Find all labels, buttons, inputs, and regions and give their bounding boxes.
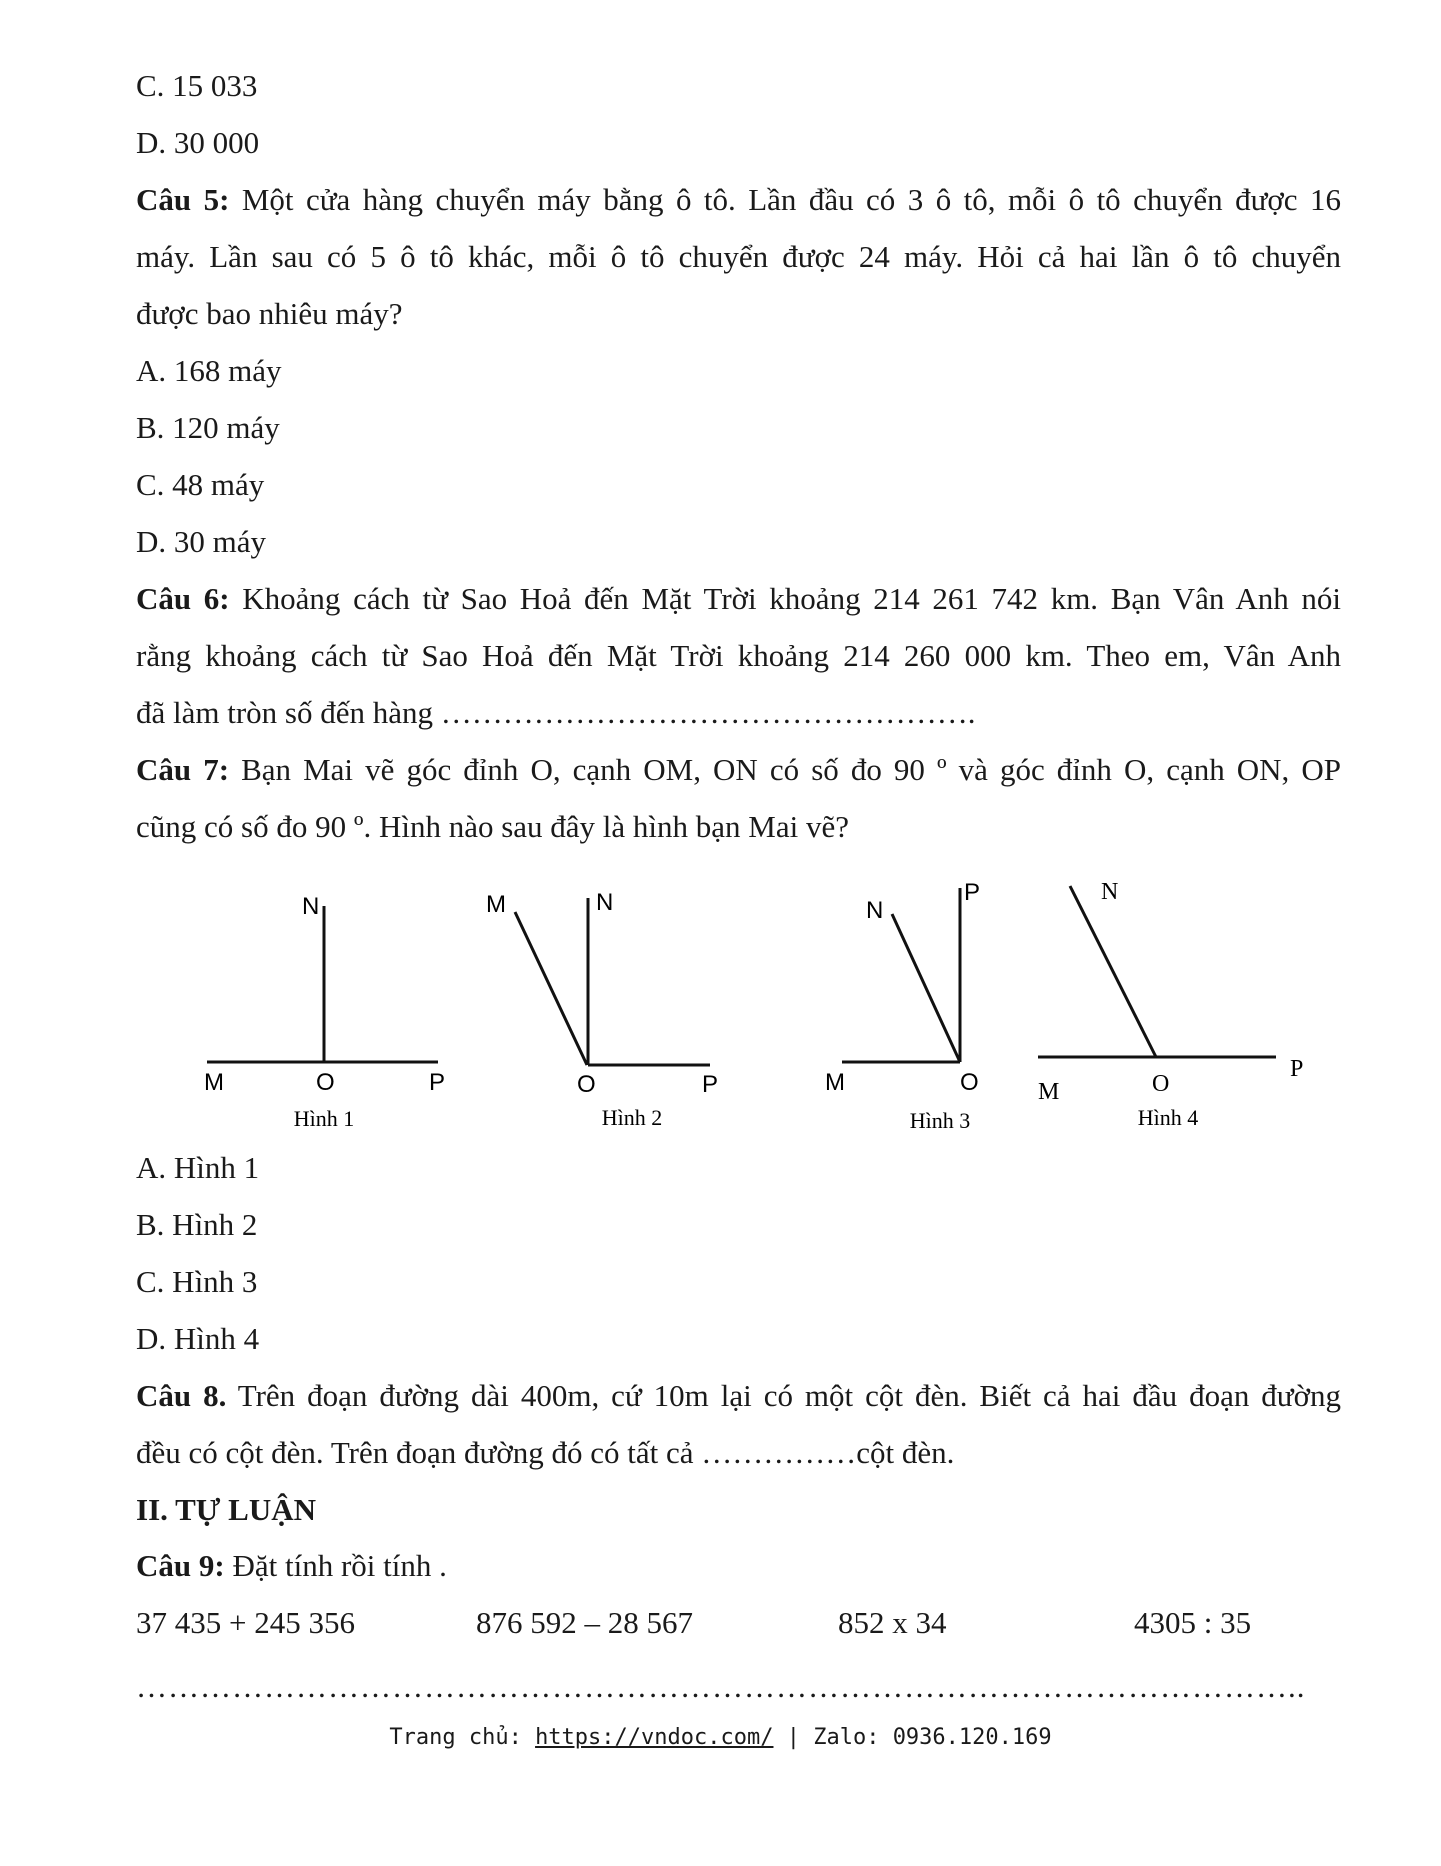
angle-figures-svg — [0, 870, 1441, 1140]
q9-calc-4: 4305 : 35 — [1134, 1605, 1252, 1640]
figure-1-label-p: P — [429, 1069, 446, 1096]
figure-3 — [825, 879, 980, 1133]
q6-line-3: đã làm tròn số đến hàng ……………………………………………. — [136, 695, 976, 730]
figure-3-label-m: M — [825, 1069, 845, 1096]
figure-2-label-n: N — [596, 889, 614, 916]
page-footer — [0, 1725, 1441, 1750]
q7-text-1: Bạn Mai vẽ góc đỉnh O, cạnh OM, ON có số đo 90 º và góc đỉnh O, cạnh ON, OP — [229, 752, 1342, 787]
q6-text-1: Khoảng cách từ Sao Hoả đến Mặt Trời khoảng 214 261 742 km. Bạn Vân Anh nói — [229, 581, 1341, 616]
q5-option-d: D. 30 máy — [136, 524, 267, 559]
q5-option-b: B. 120 máy — [136, 410, 280, 445]
q9-label: Câu 9: — [136, 1548, 225, 1583]
q7-line-2: cũng có số đo 90 º. Hình nào sau đây là hình bạn Mai vẽ? — [136, 809, 849, 844]
figure-1 — [204, 893, 445, 1131]
q4-option-d: D. 30 000 — [136, 125, 260, 160]
figure-4 — [1038, 879, 1303, 1130]
q7-option-d: D. Hình 4 — [136, 1321, 260, 1356]
figure-3-label-p: P — [964, 879, 981, 906]
figure-1-label-n: N — [302, 893, 320, 920]
footer-home-link[interactable]: https://vndoc.com/ — [535, 1725, 774, 1750]
figure-3-label-n: N — [866, 897, 884, 924]
figure-1-label-o: O — [316, 1069, 335, 1096]
q9-line — [136, 1546, 447, 1586]
figure-3-line-on — [892, 914, 960, 1062]
figure-4-label-m: M — [1038, 1079, 1060, 1105]
q9-calc-2: 876 592 – 28 567 — [476, 1605, 693, 1640]
q5-text-1: Một cửa hàng chuyển máy bằng ô tô. Lần đầu có 3 ô tô, mỗi ô tô chuyển được 16 — [229, 182, 1341, 217]
q7-option-c: C. Hình 3 — [136, 1264, 258, 1299]
figure-4-line-on — [1070, 886, 1156, 1057]
q8-line-2: đều có cột đèn. Trên đoạn đường đó có tất cả ……………cột đèn. — [136, 1435, 955, 1470]
figure-2-label-o: O — [577, 1071, 596, 1098]
footer-prefix: Trang chủ: — [389, 1725, 536, 1750]
q8-label: Câu 8. — [136, 1378, 227, 1413]
figure-4-label-o: O — [1152, 1071, 1170, 1097]
figure-1-caption: Hình 1 — [293, 1106, 355, 1131]
q5-option-c: C. 48 máy — [136, 467, 265, 502]
figure-2-label-p: P — [702, 1071, 719, 1098]
q5-label: Câu 5: — [136, 182, 230, 217]
section-2-title-text: II. TỰ LUẬN — [136, 1492, 317, 1527]
q9-calc-1: 37 435 + 245 356 — [136, 1605, 355, 1640]
q8-text-1: Trên đoạn đường dài 400m, cứ 10m lại có một cột đèn. Biết cả hai đầu đoạn đường — [226, 1378, 1341, 1413]
q5-line-3: được bao nhiêu máy? — [136, 296, 403, 331]
figure-4-label-p: P — [1290, 1056, 1304, 1082]
q7-option-a: A. Hình 1 — [136, 1150, 260, 1185]
q5-line-2: máy. Lần sau có 5 ô tô khác, mỗi ô tô chuyển được 24 máy. Hỏi cả hai lần ô tô chuyển — [136, 239, 1341, 274]
q7-line-1 — [136, 750, 1341, 790]
figure-1-label-m: M — [204, 1069, 224, 1096]
q5-line-1 — [136, 180, 1341, 220]
answer-dotted-line: ……………………………………………………………………………………………….. — [136, 1669, 1306, 1704]
q6-line-2: rằng khoảng cách từ Sao Hoả đến Mặt Trời khoảng 214 260 000 km. Theo em, Vân Anh — [136, 638, 1341, 673]
figure-3-caption: Hình 3 — [909, 1108, 971, 1133]
section-2-title — [136, 1490, 316, 1530]
q5-option-a: A. 168 máy — [136, 353, 282, 388]
q4-option-c: C. 15 033 — [136, 68, 258, 103]
angle-figures — [0, 870, 1441, 1140]
q6-line-1 — [136, 579, 1341, 619]
q9-calc-3: 852 x 34 — [838, 1605, 947, 1640]
figure-2 — [486, 889, 718, 1130]
figure-2-caption: Hình 2 — [601, 1105, 663, 1130]
q7-label: Câu 7: — [136, 752, 230, 787]
figure-3-label-o: O — [960, 1069, 979, 1096]
q8-line-1 — [136, 1376, 1341, 1416]
q9-text: Đặt tính rồi tính . — [224, 1548, 447, 1583]
q7-option-b: B. Hình 2 — [136, 1207, 258, 1242]
q6-label: Câu 6: — [136, 581, 230, 616]
figure-2-line-om — [515, 912, 587, 1065]
figure-4-label-n: N — [1101, 879, 1119, 905]
footer-zalo: | Zalo: 0936.120.169 — [773, 1725, 1052, 1750]
figure-2-label-m: M — [486, 891, 506, 918]
figure-4-caption: Hình 4 — [1137, 1105, 1199, 1130]
